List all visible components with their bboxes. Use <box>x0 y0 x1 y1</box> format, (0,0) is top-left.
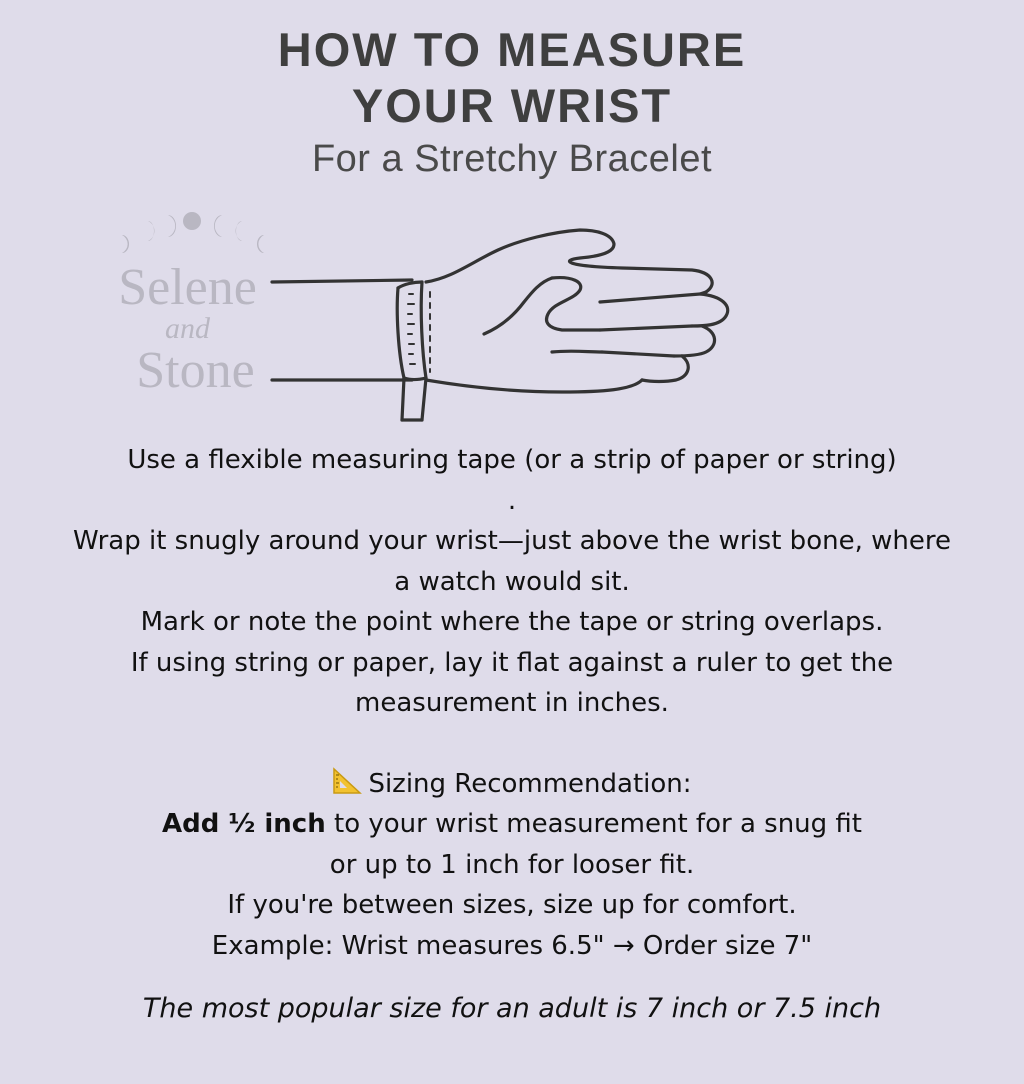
instruction-line-5: Mark or note the point where the tape or string overlaps. <box>140 607 884 637</box>
instruction-line-4: a watch would sit. <box>394 566 630 597</box>
instructions <box>0 440 1024 966</box>
popular-size-note: The most popular size for an adult is 7 inch or 7.5 inch <box>142 993 882 1024</box>
instruction-line-2: . <box>507 485 517 516</box>
moon-phases-icon <box>118 209 268 255</box>
instruction-line-3: Wrap it snugly around your wrist—just above the wrist bone, where <box>73 526 951 556</box>
logo-word-and: and <box>165 312 210 345</box>
logo-word-stone: Stone <box>136 342 255 399</box>
instruction-line-1: Use a flexible measuring tape (or a strip of paper or string) <box>127 445 897 475</box>
sizing-heading: Sizing Recommendation: <box>368 768 692 799</box>
sizing-bold-text: Add ½ inch <box>162 809 326 839</box>
instruction-line-7: measurement in inches. <box>355 688 669 718</box>
header <box>0 22 1024 181</box>
page-subtitle: For a Stretchy Bracelet <box>311 138 713 180</box>
sizing-line-4: Example: Wrist measures 6.5" → Order size 7" <box>211 930 813 961</box>
sizing-line-1-rest: to your wrist measurement for a snug fit <box>325 809 862 839</box>
page-title-line-2: YOUR WRIST <box>351 79 673 132</box>
sizing-line-2: or up to 1 inch for looser fit. <box>329 849 695 880</box>
logo-word-selene: Selene <box>118 259 257 316</box>
sizing-heading-row <box>0 764 1024 805</box>
spacer <box>0 724 1024 764</box>
sizing-line-3: If you're between sizes, size up for comfort. <box>227 890 797 920</box>
instruction-line-6: If using string or paper, lay it flat against a ruler to get the <box>130 647 894 678</box>
triangular-ruler-icon <box>332 767 362 795</box>
page-title-line-1: HOW TO MEASURE <box>277 23 747 76</box>
hand-with-measuring-tape-icon <box>262 222 742 432</box>
brand-logo <box>100 205 275 400</box>
sizing-line-1 <box>0 804 1024 845</box>
